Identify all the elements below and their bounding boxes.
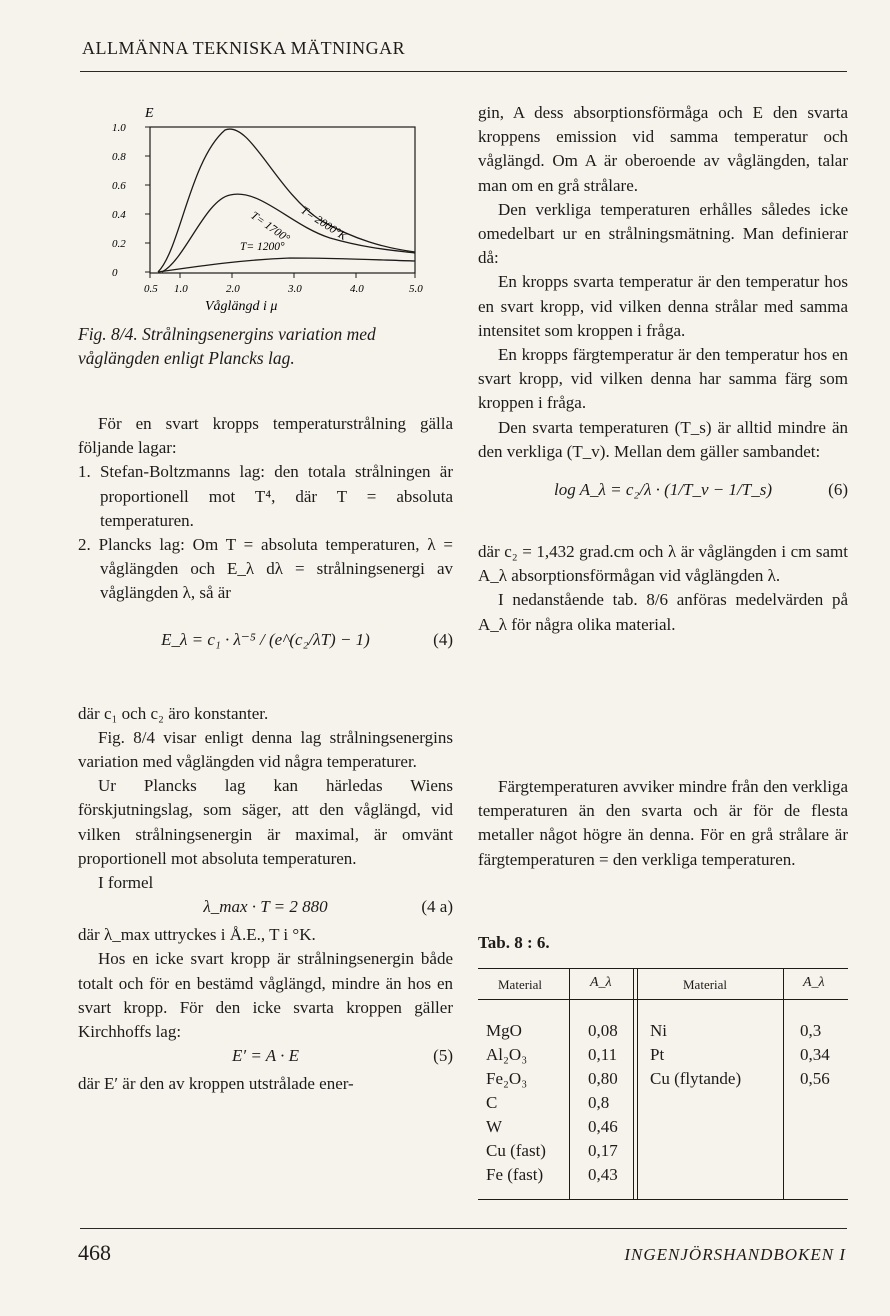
units-paragraph: där λ_max uttryckes i Å.E., T i °K.: [78, 925, 316, 945]
color-temp-paragraph: En kropps färgtemperatur är den temperatur hos en svart kropp, vid vilken denna har samma färg som kroppen i fråga.: [478, 345, 848, 413]
header-material-right: Material: [683, 977, 728, 992]
y-tick-label: 0.2: [112, 238, 126, 250]
material-cell: C: [486, 1093, 498, 1112]
x-tick-label: 5.0: [409, 283, 423, 295]
equation-6-expression: log A_λ = c₂/λ · (1/T_v − 1/T_s): [554, 480, 772, 500]
real-temp-paragraph: Den verkliga temperaturen erhålles således icke omedelbart ur en strålningsmätning. Man definierar då:: [478, 199, 848, 268]
law-planck: 2. Plancks lag: Om T = absoluta temperaturen, λ = våglängden och E_λ dλ = strålningsenergi av våglängden λ, så är: [78, 535, 453, 603]
last-left-paragraph: där E′ är den av kroppen utstrålade ener-: [78, 1074, 354, 1094]
y-tick-label: 0.8: [112, 151, 126, 163]
material-cell: Pt: [650, 1045, 665, 1064]
planck-figure: [100, 100, 440, 320]
header-material-left: Material: [498, 977, 543, 992]
table-double-divider: [633, 969, 638, 1199]
law-stefan-boltzmann: 1. Stefan-Boltzmanns lag: den totala strålningen är proportionell mot T⁴, där T = absoluta temperaturen.: [78, 462, 453, 530]
curve-1200k: [158, 258, 415, 272]
y-axis-label: E: [145, 106, 154, 121]
page-number: 468: [78, 1240, 111, 1265]
figure-caption: Fig. 8/4. Strålningsenergins variation med våglängden enligt Plancks lag.: [78, 324, 376, 368]
x-tick-label: 1.0: [174, 283, 188, 295]
table-left-rows: [486, 1021, 618, 1189]
fig-reference-paragraph: Fig. 8/4 visar enligt denna lag strålningsenergins variation med våglängden vid några temperaturer.: [78, 727, 453, 772]
where-paragraph: där c₂ = 1,432 grad.cm och λ är våglängden i cm samt A_λ absorptionsförmågan vid våglängden λ.: [478, 542, 848, 586]
table-divider-right: [783, 969, 784, 1199]
wien-paragraph: Ur Plancks lag kan härledas Wiens förskjutningslag, som säger, att den våglängd, vid vilken strålningsenergin är maximal, är omvänt proportionell mot absoluta temperaturen.: [78, 776, 453, 868]
y-tick-label: 0: [112, 267, 118, 279]
table-frame: [478, 968, 848, 1200]
table-row: [486, 1021, 618, 1045]
equation-4a-number: (4 a): [421, 897, 453, 917]
absorption-cell: 0,80: [588, 1069, 618, 1088]
curve-label-1200: T= 1200°: [240, 241, 285, 253]
header-absorption-left: A_λ: [590, 975, 612, 990]
black-temp-paragraph: En kropps svarta temperatur är den temperatur hos en svart kropp, vid vilken denna strålar med samma intensitet som kroppen i fråga.: [478, 272, 848, 340]
x-axis-label: Våglängd i μ: [205, 299, 278, 314]
material-cell: Fe₂O₃: [486, 1069, 528, 1088]
kirchhoff-paragraph: Hos en icke svart kropp är strålningsenergin både totalt och för en bestämd våglängd, mindre än hos en svart kropp. För den icke svarta kroppen gäller Kirchhoffs lag:: [78, 949, 453, 1042]
fargtemp-block: [478, 775, 848, 872]
equation-5-expression: E′ = A · E: [232, 1046, 299, 1066]
y-tick-label: 0.4: [112, 209, 126, 221]
left-column: [78, 412, 453, 1096]
y-tick-label: 1.0: [112, 122, 126, 134]
x-tick-label: 0.5: [144, 283, 158, 295]
absorption-cell: 0,11: [588, 1045, 618, 1064]
absorption-cell: 0,56: [800, 1069, 830, 1088]
x-tick-label: 3.0: [288, 283, 302, 295]
material-cell: MgO: [486, 1021, 522, 1040]
table-right-rows: [650, 1021, 830, 1093]
absorption-cell: 0,46: [588, 1117, 618, 1136]
equation-5-number: (5): [433, 1046, 453, 1066]
always-paragraph: Den svarta temperaturen (T_s) är alltid mindre än den verkliga (T_v). Mellan dem gäller sambandet:: [478, 417, 848, 461]
equation-5: [78, 1044, 453, 1072]
x-tick-label: 2.0: [226, 283, 240, 295]
header-absorption-right: A_λ: [803, 975, 825, 990]
absorption-cell: 0,08: [588, 1021, 618, 1040]
absorption-cell: 0,8: [588, 1093, 610, 1112]
equation-4: [78, 606, 453, 702]
absorption-cell: 0,17: [588, 1141, 618, 1160]
table-row: [650, 1021, 822, 1045]
curve-label-1700: T= 1700°: [248, 209, 292, 246]
equation-4a-expression: λ_max · T = 2 880: [203, 897, 328, 917]
material-cell: Cu (flytande): [650, 1069, 742, 1088]
table-row: [486, 1117, 618, 1141]
equation-4-expression: E_λ = c₁ · λ⁻⁵ / (e^(c₂/λT) − 1): [161, 629, 370, 649]
curve-2000k: [158, 129, 415, 272]
absorption-cell: 0,3: [800, 1021, 822, 1040]
fargtemp-paragraph: Färgtemperaturen avviker mindre från den verkliga temperaturen än den svarta och är för de flesta metaller något högre än denna. För en grå strålare är färgtemperaturen = den verkliga temperaturen.: [478, 777, 848, 869]
table-intro-paragraph: I nedanstående tab. 8/6 anföras medelvärden på A_λ för några olika material.: [478, 590, 848, 634]
material-cell: Cu (fast): [486, 1141, 546, 1160]
equation-4a: [78, 895, 453, 923]
x-tick-label: 4.0: [350, 283, 364, 295]
table-row: [486, 1141, 618, 1165]
material-cell: W: [486, 1117, 503, 1136]
equation-4-number: (4): [433, 629, 453, 649]
right-column: [478, 101, 848, 637]
table-row: [486, 1165, 618, 1189]
equation-6: [478, 464, 848, 540]
table-row: [486, 1045, 618, 1069]
material-cell: Ni: [650, 1021, 667, 1040]
y-tick-label: 0.6: [112, 180, 126, 192]
table-header-rule: [478, 999, 848, 1000]
table-divider: [569, 969, 570, 1199]
table-row: [650, 1045, 830, 1069]
header-rule: [80, 71, 847, 72]
table-row: [650, 1069, 830, 1093]
material-cell: Fe (fast): [486, 1165, 544, 1184]
table-title: Tab. 8 : 6.: [478, 933, 550, 952]
table-row: [486, 1069, 618, 1093]
absorption-cell: 0,43: [588, 1165, 618, 1184]
material-cell: Al₂O₃: [486, 1045, 528, 1064]
book-title: INGENJÖRSHANDBOKEN I: [624, 1245, 846, 1264]
footer-rule: [80, 1228, 847, 1229]
running-header: ALLMÄNNA TEKNISKA MÄTNINGAR: [82, 38, 406, 58]
constants-paragraph: där c₁ och c₂ äro konstanter.: [78, 703, 269, 723]
equation-6-number: (6): [828, 480, 848, 500]
curve-label-2000: T= 2000°K: [298, 204, 349, 244]
absorption-cell: 0,34: [800, 1045, 830, 1064]
formel-paragraph: I formel: [98, 873, 154, 893]
continuation-paragraph: gin, A dess absorptionsförmåga och E den svarta kroppens emission vid samma temperatur och våglängd. Om A är oberoende av våglängden, talar man om en grå strålare.: [478, 103, 848, 195]
table-row: [486, 1093, 610, 1117]
intro-paragraph: För en svart kropps temperaturstrålning gälla följande lagar:: [78, 414, 453, 458]
